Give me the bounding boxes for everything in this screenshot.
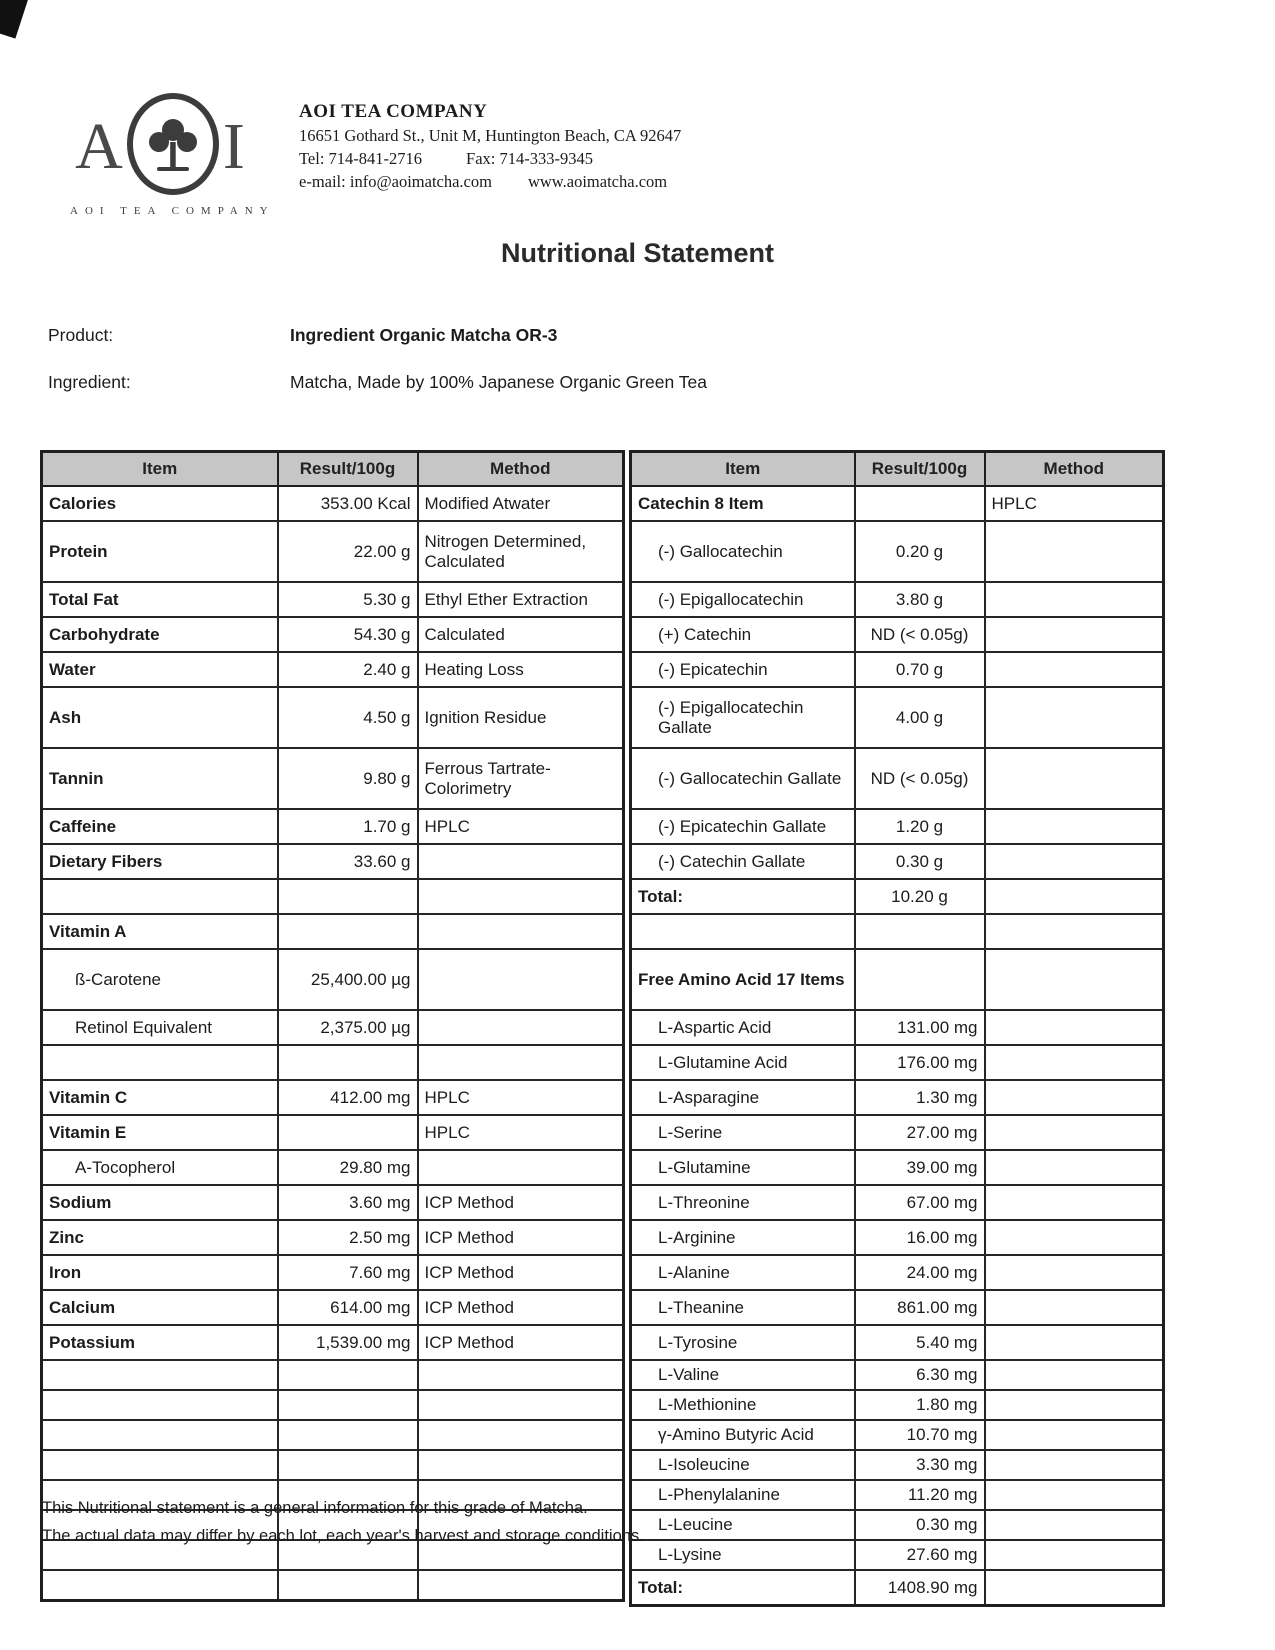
product-value: Ingredient Organic Matcha OR-3 bbox=[290, 325, 558, 345]
method-cell bbox=[418, 879, 624, 914]
result-cell: 25,400.00 µg bbox=[278, 949, 418, 1010]
result-cell: 5.40 mg bbox=[855, 1325, 985, 1360]
table-row bbox=[42, 949, 624, 1010]
item-cell: Sodium bbox=[42, 1185, 278, 1220]
item-cell: γ-Amino Butyric Acid bbox=[631, 1420, 855, 1450]
item-cell: Retinol Equivalent bbox=[42, 1010, 278, 1045]
table-row bbox=[631, 949, 1164, 1010]
table-row bbox=[631, 1510, 1164, 1540]
table-row bbox=[631, 617, 1164, 652]
item-cell: L-Isoleucine bbox=[631, 1450, 855, 1480]
result-cell: 1.20 g bbox=[855, 809, 985, 844]
table-row bbox=[631, 748, 1164, 809]
item-cell: (-) Catechin Gallate bbox=[631, 844, 855, 879]
item-cell bbox=[42, 879, 278, 914]
method-cell bbox=[985, 748, 1164, 809]
method-cell bbox=[985, 809, 1164, 844]
result-cell: ND (< 0.05g) bbox=[855, 748, 985, 809]
result-cell: 0.70 g bbox=[855, 652, 985, 687]
table-row bbox=[631, 1390, 1164, 1420]
scan-artifact-corner bbox=[0, 0, 31, 39]
table-row bbox=[42, 1080, 624, 1115]
result-cell: 3.80 g bbox=[855, 582, 985, 617]
table-header-row bbox=[42, 452, 624, 487]
header-method: Method bbox=[418, 452, 624, 487]
table-row bbox=[631, 1360, 1164, 1390]
table-row bbox=[42, 486, 624, 521]
table-row bbox=[631, 1450, 1164, 1480]
method-cell: HPLC bbox=[418, 1115, 624, 1150]
item-cell: L-Aspartic Acid bbox=[631, 1010, 855, 1045]
result-cell: 1.70 g bbox=[278, 809, 418, 844]
method-cell: Ethyl Ether Extraction bbox=[418, 582, 624, 617]
tel-number: 714-841-2716 bbox=[328, 149, 423, 168]
table-row bbox=[631, 652, 1164, 687]
table-row bbox=[42, 1255, 624, 1290]
table-row bbox=[42, 1570, 624, 1601]
method-cell bbox=[418, 844, 624, 879]
result-cell bbox=[278, 1115, 418, 1150]
item-cell: Ash bbox=[42, 687, 278, 748]
result-cell: 67.00 mg bbox=[855, 1185, 985, 1220]
table-row bbox=[42, 1420, 624, 1450]
item-cell: L-Arginine bbox=[631, 1220, 855, 1255]
method-cell bbox=[418, 1570, 624, 1601]
method-cell bbox=[985, 949, 1164, 1010]
method-cell: Calculated bbox=[418, 617, 624, 652]
table-row bbox=[631, 914, 1164, 949]
page-title: Nutritional Statement bbox=[500, 238, 775, 268]
result-cell: 3.60 mg bbox=[278, 1185, 418, 1220]
product-label: Product: bbox=[48, 325, 114, 345]
tel-label: Tel: bbox=[299, 149, 325, 168]
method-cell bbox=[985, 521, 1164, 582]
method-cell bbox=[985, 687, 1164, 748]
method-cell bbox=[985, 844, 1164, 879]
table-row bbox=[42, 521, 624, 582]
website-url: www.aoimatcha.com bbox=[527, 172, 668, 191]
method-cell bbox=[985, 879, 1164, 914]
item-cell: Catechin 8 Item bbox=[631, 486, 855, 521]
result-cell bbox=[278, 1360, 418, 1390]
item-cell bbox=[42, 1570, 278, 1601]
table-row bbox=[631, 1045, 1164, 1080]
table-row bbox=[631, 1540, 1164, 1570]
item-cell: L-Methionine bbox=[631, 1390, 855, 1420]
result-cell: 27.60 mg bbox=[855, 1540, 985, 1570]
table-row bbox=[42, 914, 624, 949]
table-row bbox=[42, 1290, 624, 1325]
result-cell: 39.00 mg bbox=[855, 1150, 985, 1185]
result-cell: 3.30 mg bbox=[855, 1450, 985, 1480]
table-row bbox=[631, 809, 1164, 844]
result-cell bbox=[855, 486, 985, 521]
result-cell: 1408.90 mg bbox=[855, 1570, 985, 1606]
table-row bbox=[42, 1390, 624, 1420]
result-cell: 16.00 mg bbox=[855, 1220, 985, 1255]
method-cell bbox=[418, 1390, 624, 1420]
method-cell bbox=[418, 914, 624, 949]
fax-label: Fax: bbox=[466, 149, 496, 168]
item-cell bbox=[42, 1390, 278, 1420]
method-cell bbox=[985, 1480, 1164, 1510]
item-cell: (-) Gallocatechin bbox=[631, 521, 855, 582]
company-info-block bbox=[299, 101, 681, 192]
product-row bbox=[48, 325, 557, 346]
item-cell: Vitamin C bbox=[42, 1080, 278, 1115]
method-cell: ICP Method bbox=[418, 1255, 624, 1290]
item-cell: Calories bbox=[42, 486, 278, 521]
item-cell: Total: bbox=[631, 879, 855, 914]
result-cell: 2.50 mg bbox=[278, 1220, 418, 1255]
item-cell bbox=[42, 1045, 278, 1080]
result-cell: 353.00 Kcal bbox=[278, 486, 418, 521]
result-cell: 24.00 mg bbox=[855, 1255, 985, 1290]
item-cell: (+) Catechin bbox=[631, 617, 855, 652]
company-logo bbox=[70, 92, 275, 217]
table-row bbox=[42, 879, 624, 914]
method-cell: Ignition Residue bbox=[418, 687, 624, 748]
method-cell bbox=[985, 1150, 1164, 1185]
method-cell bbox=[985, 1185, 1164, 1220]
item-cell: (-) Epicatechin Gallate bbox=[631, 809, 855, 844]
method-cell bbox=[985, 1115, 1164, 1150]
item-cell: L-Phenylalanine bbox=[631, 1480, 855, 1510]
result-cell: 0.30 g bbox=[855, 844, 985, 879]
method-cell bbox=[418, 1450, 624, 1480]
header-result: Result/100g bbox=[278, 452, 418, 487]
item-cell: Water bbox=[42, 652, 278, 687]
item-cell: Tannin bbox=[42, 748, 278, 809]
method-cell: ICP Method bbox=[418, 1220, 624, 1255]
item-cell bbox=[631, 914, 855, 949]
item-cell: L-Glutamine Acid bbox=[631, 1045, 855, 1080]
result-cell: 4.50 g bbox=[278, 687, 418, 748]
table-row bbox=[631, 1010, 1164, 1045]
result-cell: 1,539.00 mg bbox=[278, 1325, 418, 1360]
footer-note bbox=[42, 1494, 644, 1550]
method-cell: HPLC bbox=[418, 809, 624, 844]
item-cell: Total Fat bbox=[42, 582, 278, 617]
table-row bbox=[631, 1570, 1164, 1606]
logo-caption: AOI TEA COMPANY bbox=[70, 205, 275, 217]
ingredient-label: Ingredient: bbox=[48, 372, 131, 392]
method-cell bbox=[985, 1510, 1164, 1540]
table-row bbox=[631, 1290, 1164, 1325]
table-row bbox=[631, 1185, 1164, 1220]
item-cell: (-) Gallocatechin Gallate bbox=[631, 748, 855, 809]
table-row bbox=[631, 1255, 1164, 1290]
method-cell bbox=[985, 1420, 1164, 1450]
method-cell: Nitrogen Determined, Calculated bbox=[418, 521, 624, 582]
item-cell: Potassium bbox=[42, 1325, 278, 1360]
header-item: Item bbox=[42, 452, 278, 487]
item-cell: L-Leucine bbox=[631, 1510, 855, 1540]
method-cell bbox=[418, 949, 624, 1010]
item-cell: Protein bbox=[42, 521, 278, 582]
item-cell: (-) Epigallocatechin Gallate bbox=[631, 687, 855, 748]
method-cell bbox=[985, 1570, 1164, 1606]
table-row bbox=[42, 1045, 624, 1080]
table-row bbox=[631, 582, 1164, 617]
table-row bbox=[631, 687, 1164, 748]
item-cell: L-Alanine bbox=[631, 1255, 855, 1290]
logo-letter-a: A bbox=[75, 109, 123, 183]
table-row bbox=[631, 1325, 1164, 1360]
method-cell bbox=[985, 1220, 1164, 1255]
item-cell: A-Tocopherol bbox=[42, 1150, 278, 1185]
result-cell bbox=[278, 879, 418, 914]
email-address: info@aoimatcha.com bbox=[349, 172, 492, 191]
result-cell: 10.70 mg bbox=[855, 1420, 985, 1450]
result-cell bbox=[278, 914, 418, 949]
method-cell bbox=[418, 1150, 624, 1185]
table-row bbox=[42, 1325, 624, 1360]
table-row bbox=[42, 1115, 624, 1150]
result-cell bbox=[855, 949, 985, 1010]
table-row bbox=[631, 521, 1164, 582]
method-cell bbox=[985, 617, 1164, 652]
header-result: Result/100g bbox=[855, 452, 985, 487]
result-cell: 33.60 g bbox=[278, 844, 418, 879]
method-cell bbox=[985, 1540, 1164, 1570]
table-row bbox=[42, 1185, 624, 1220]
table-row bbox=[631, 1115, 1164, 1150]
item-cell: (-) Epigallocatechin bbox=[631, 582, 855, 617]
item-cell: L-Asparagine bbox=[631, 1080, 855, 1115]
method-cell bbox=[418, 1360, 624, 1390]
table-row bbox=[42, 844, 624, 879]
result-cell: 22.00 g bbox=[278, 521, 418, 582]
result-cell: 11.20 mg bbox=[855, 1480, 985, 1510]
result-cell: 4.00 g bbox=[855, 687, 985, 748]
table-row bbox=[42, 809, 624, 844]
table-row bbox=[42, 582, 624, 617]
table-row bbox=[42, 1010, 624, 1045]
method-cell: Modified Atwater bbox=[418, 486, 624, 521]
table-row bbox=[42, 1150, 624, 1185]
method-cell bbox=[418, 1420, 624, 1450]
item-cell: L-Tyrosine bbox=[631, 1325, 855, 1360]
table-row bbox=[631, 844, 1164, 879]
method-cell bbox=[985, 914, 1164, 949]
item-cell: Total: bbox=[631, 1570, 855, 1606]
table-row bbox=[631, 1080, 1164, 1115]
result-cell: 1.80 mg bbox=[855, 1390, 985, 1420]
table-row bbox=[631, 486, 1164, 521]
method-cell bbox=[985, 1290, 1164, 1325]
method-cell: HPLC bbox=[985, 486, 1164, 521]
result-cell: 7.60 mg bbox=[278, 1255, 418, 1290]
item-cell: Vitamin A bbox=[42, 914, 278, 949]
method-cell bbox=[985, 1080, 1164, 1115]
method-cell bbox=[985, 1045, 1164, 1080]
method-cell bbox=[985, 1390, 1164, 1420]
table-row bbox=[42, 1220, 624, 1255]
table-row bbox=[42, 1450, 624, 1480]
item-cell: L-Theanine bbox=[631, 1290, 855, 1325]
method-cell: ICP Method bbox=[418, 1185, 624, 1220]
result-cell: 412.00 mg bbox=[278, 1080, 418, 1115]
table-header-row bbox=[631, 452, 1164, 487]
table-row bbox=[631, 1220, 1164, 1255]
method-cell: Ferrous Tartrate-Colorimetry bbox=[418, 748, 624, 809]
logo-letter-i: I bbox=[222, 109, 245, 183]
result-cell: 54.30 g bbox=[278, 617, 418, 652]
method-cell bbox=[418, 1045, 624, 1080]
method-cell bbox=[985, 582, 1164, 617]
result-cell bbox=[278, 1450, 418, 1480]
method-cell: Heating Loss bbox=[418, 652, 624, 687]
table-row bbox=[42, 748, 624, 809]
result-cell: 131.00 mg bbox=[855, 1010, 985, 1045]
item-cell bbox=[42, 1450, 278, 1480]
table-row bbox=[42, 1360, 624, 1390]
logo-mark bbox=[70, 92, 250, 201]
result-cell bbox=[278, 1390, 418, 1420]
item-cell: L-Lysine bbox=[631, 1540, 855, 1570]
item-cell: Vitamin E bbox=[42, 1115, 278, 1150]
result-cell: 2.40 g bbox=[278, 652, 418, 687]
fax-number: 714-333-9345 bbox=[499, 149, 594, 168]
result-cell: 614.00 mg bbox=[278, 1290, 418, 1325]
item-cell: Iron bbox=[42, 1255, 278, 1290]
method-cell bbox=[985, 1255, 1164, 1290]
result-cell bbox=[278, 1420, 418, 1450]
method-cell bbox=[985, 1325, 1164, 1360]
item-cell: Caffeine bbox=[42, 809, 278, 844]
ingredient-value: Matcha, Made by 100% Japanese Organic Green Tea bbox=[290, 372, 708, 392]
result-cell: 176.00 mg bbox=[855, 1045, 985, 1080]
company-name: AOI TEA COMPANY bbox=[299, 101, 488, 122]
item-cell bbox=[42, 1360, 278, 1390]
item-cell: Calcium bbox=[42, 1290, 278, 1325]
table-row bbox=[42, 652, 624, 687]
result-cell bbox=[855, 914, 985, 949]
method-cell: ICP Method bbox=[418, 1325, 624, 1360]
company-telfax bbox=[299, 149, 681, 169]
method-cell: HPLC bbox=[418, 1080, 624, 1115]
item-cell: ß-Carotene bbox=[42, 949, 278, 1010]
method-cell bbox=[985, 652, 1164, 687]
footer-line-1: This Nutritional statement is a general information for this grade of Matcha. bbox=[42, 1499, 588, 1517]
result-cell: 10.20 g bbox=[855, 879, 985, 914]
table-row bbox=[42, 617, 624, 652]
result-cell: 2,375.00 µg bbox=[278, 1010, 418, 1045]
item-cell: Free Amino Acid 17 Items bbox=[631, 949, 855, 1010]
result-cell: 1.30 mg bbox=[855, 1080, 985, 1115]
item-cell: Dietary Fibers bbox=[42, 844, 278, 879]
nutrition-table-left bbox=[40, 450, 625, 1602]
method-cell bbox=[985, 1360, 1164, 1390]
company-email-line bbox=[299, 172, 681, 192]
table-row bbox=[631, 1150, 1164, 1185]
result-cell: 29.80 mg bbox=[278, 1150, 418, 1185]
header-method: Method bbox=[985, 452, 1164, 487]
item-cell bbox=[42, 1420, 278, 1450]
result-cell: 861.00 mg bbox=[855, 1290, 985, 1325]
item-cell: L-Glutamine bbox=[631, 1150, 855, 1185]
result-cell: 5.30 g bbox=[278, 582, 418, 617]
result-cell: 6.30 mg bbox=[855, 1360, 985, 1390]
header-item: Item bbox=[631, 452, 855, 487]
result-cell: 0.20 g bbox=[855, 521, 985, 582]
footer-line-2: The actual data may differ by each lot, each year's harvest and storage conditions. bbox=[42, 1527, 644, 1545]
item-cell: L-Valine bbox=[631, 1360, 855, 1390]
table-row bbox=[42, 687, 624, 748]
result-cell bbox=[278, 1570, 418, 1601]
method-cell bbox=[985, 1010, 1164, 1045]
company-address: 16651 Gothard St., Unit M, Huntington Beach, CA 92647 bbox=[299, 126, 682, 145]
method-cell: ICP Method bbox=[418, 1290, 624, 1325]
ingredient-row bbox=[48, 372, 707, 393]
nutrition-table-right bbox=[629, 450, 1165, 1607]
logo-tree-circle-icon bbox=[125, 92, 221, 201]
table-row bbox=[631, 1480, 1164, 1510]
result-cell: 0.30 mg bbox=[855, 1510, 985, 1540]
table-row bbox=[631, 879, 1164, 914]
result-cell: ND (< 0.05g) bbox=[855, 617, 985, 652]
table-row bbox=[631, 1420, 1164, 1450]
item-cell: (-) Epicatechin bbox=[631, 652, 855, 687]
result-cell bbox=[278, 1045, 418, 1080]
method-cell bbox=[418, 1010, 624, 1045]
result-cell: 27.00 mg bbox=[855, 1115, 985, 1150]
item-cell: L-Serine bbox=[631, 1115, 855, 1150]
email-label: e-mail: bbox=[299, 172, 346, 191]
item-cell: Carbohydrate bbox=[42, 617, 278, 652]
result-cell: 9.80 g bbox=[278, 748, 418, 809]
item-cell: L-Threonine bbox=[631, 1185, 855, 1220]
method-cell bbox=[985, 1450, 1164, 1480]
item-cell: Zinc bbox=[42, 1220, 278, 1255]
nutrition-tables bbox=[40, 450, 1165, 1607]
